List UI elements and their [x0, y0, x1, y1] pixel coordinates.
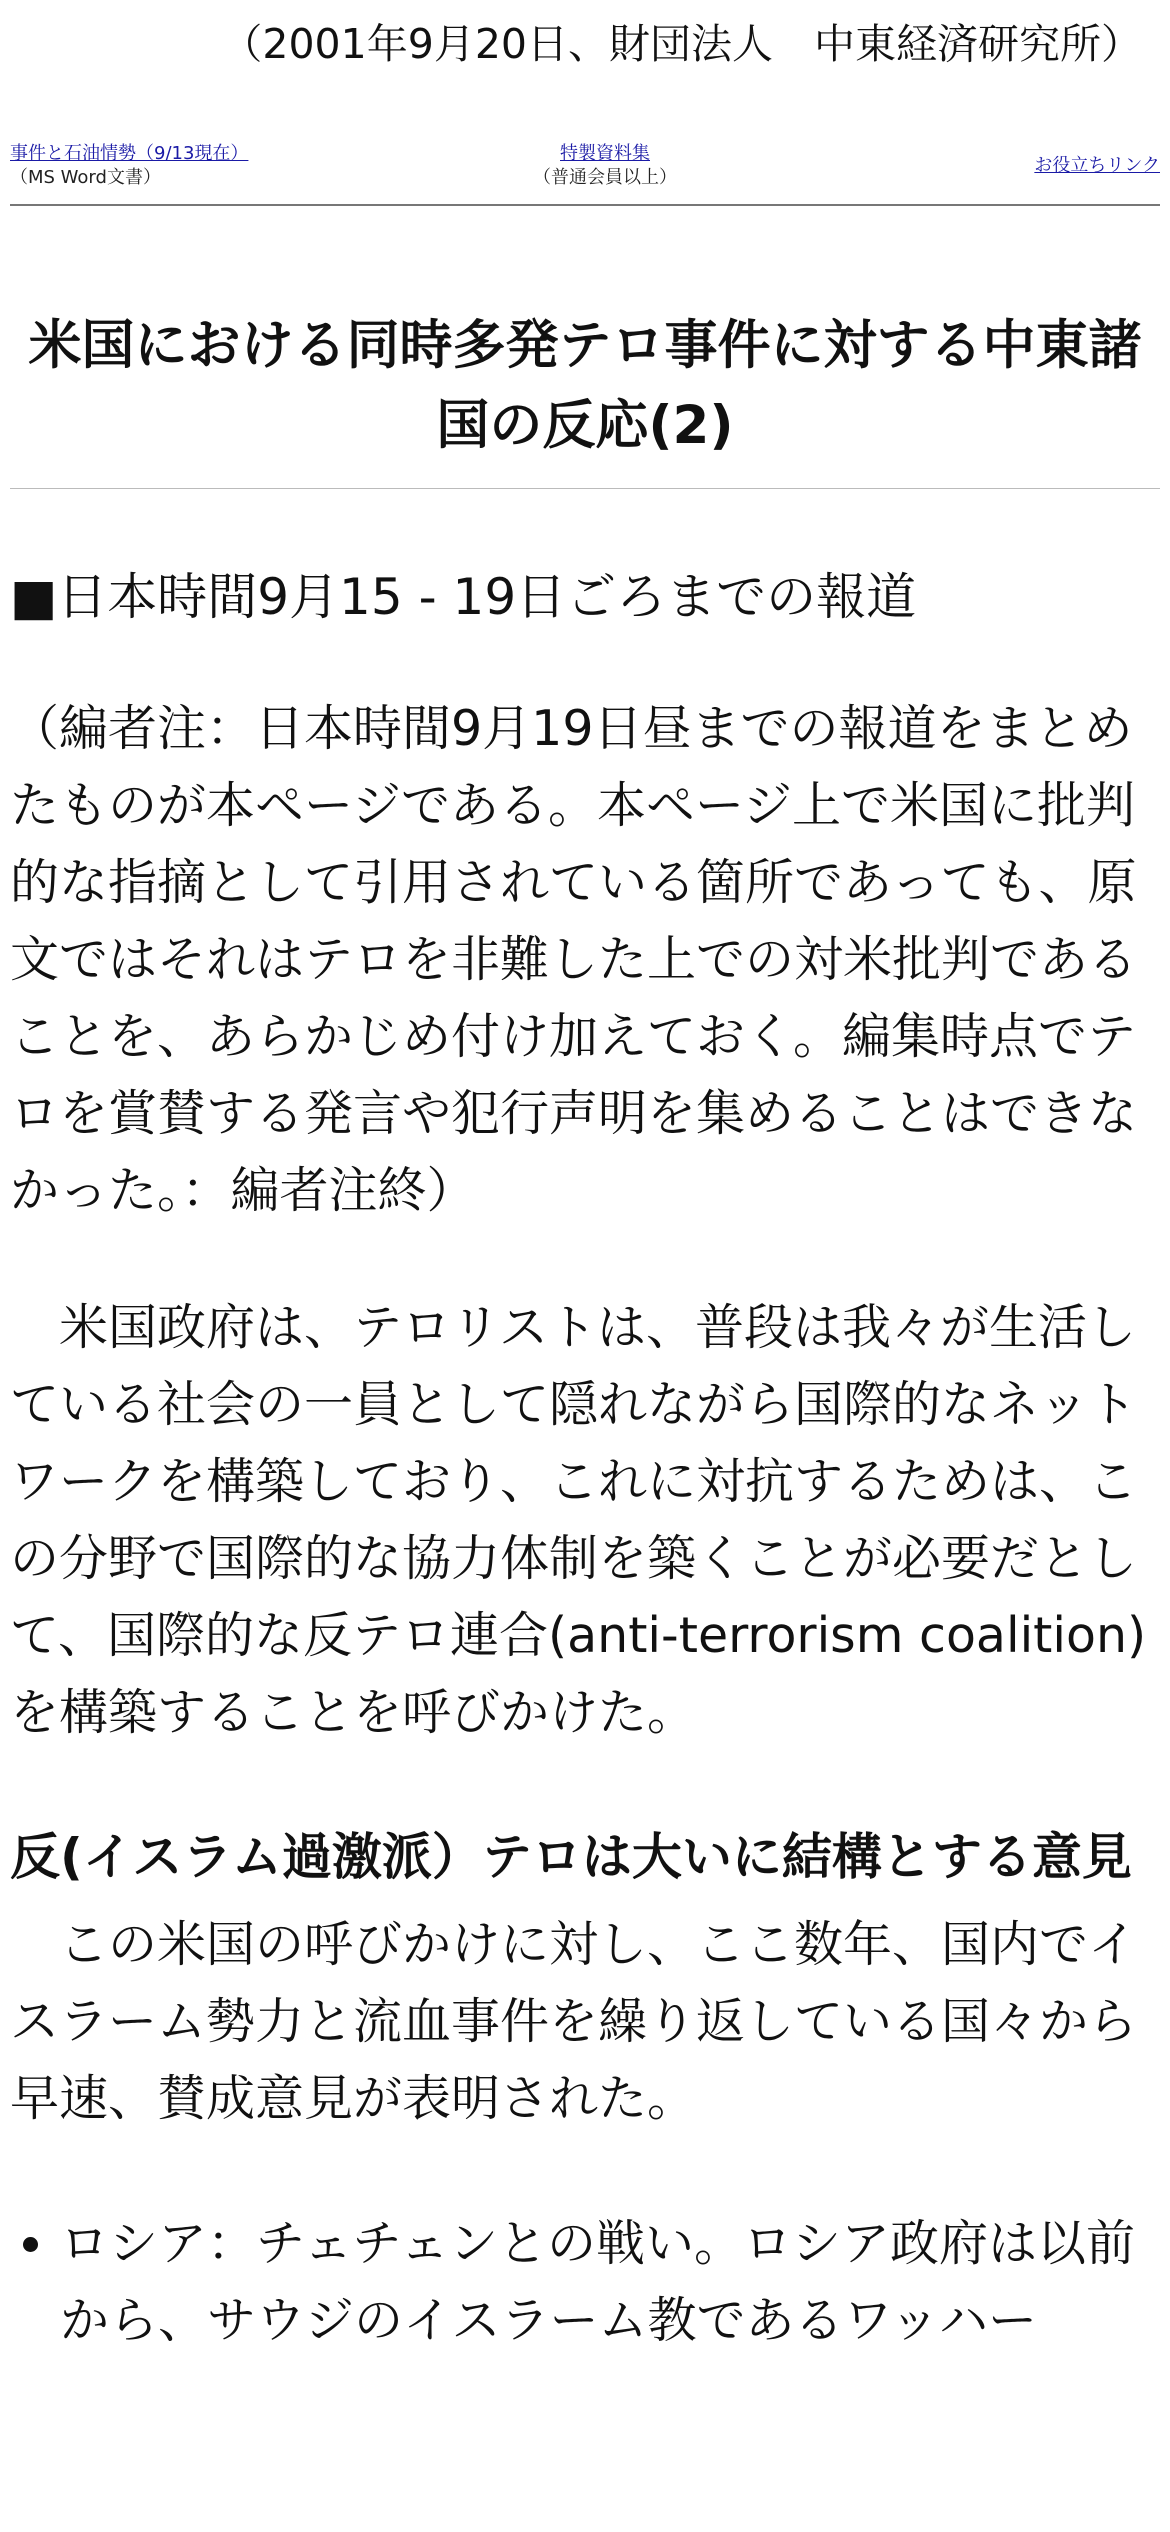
nav-right	[820, 142, 1160, 178]
title-divider	[10, 488, 1160, 489]
paragraph-support: この米国の呼びかけに対し、ここ数年、国内でイスラーム勢力と流血事件を繰り返している国々から早速、賛成意見が表明された。	[10, 1916, 1138, 2127]
header-divider	[10, 204, 1160, 206]
page-title: 米国における同時多発テロ事件に対する中東諸国の反応(2)	[28, 315, 1142, 456]
dateline: （2001年9月20日、財団法人 中東経済研究所）	[221, 20, 1142, 68]
link-special-materials[interactable]: 特製資料集	[560, 143, 650, 164]
paragraph-us-coalition: 米国政府は、テロリストは、普段は我々が生活している社会の一員として隠れながら国際的なネットワークを構築しており、これに対抗するためは、この分野で国際的な協力体制を築くことが必要だとして、国際的な反テロ連合(anti-terrorism coalition)を構築することを呼びかけた。	[10, 1299, 1147, 1741]
subsection-title: 反(イスラム過激派）テロは大いに結構とする意見	[10, 1828, 1132, 1886]
link-oil-situation-note: （MS Word文書）	[10, 167, 161, 188]
section-title: ■日本時間9月15 - 19日ごろまでの報道	[10, 568, 917, 626]
link-useful-links[interactable]: お役立ちリンク	[1034, 155, 1160, 176]
link-oil-situation[interactable]: 事件と石油情勢（9/13現在）	[10, 143, 249, 164]
country-list	[10, 2205, 1160, 2359]
nav-bar	[10, 142, 1160, 202]
link-special-materials-note: （普通会員以上）	[533, 167, 677, 188]
nav-center	[395, 142, 775, 190]
editor-note: （編者注：日本時間9月19日昼までの報道をまとめたものが本ページである。本ページ上で米国に批判的な指摘として引用されている箇所であっても、原文ではそれはテロを非難した上での対米批判であることを、あらかじめ付け加えておく。編集時点でテロを賞賛する発言や犯行声明を集めることはできなかった。：編者注終）	[10, 700, 1138, 1219]
list-item-russia: • ロシア：チェチェンとの戦い。ロシア政府は以前から、サウジのイスラーム教であるワッハー	[60, 2205, 1160, 2359]
nav-left	[10, 142, 350, 190]
